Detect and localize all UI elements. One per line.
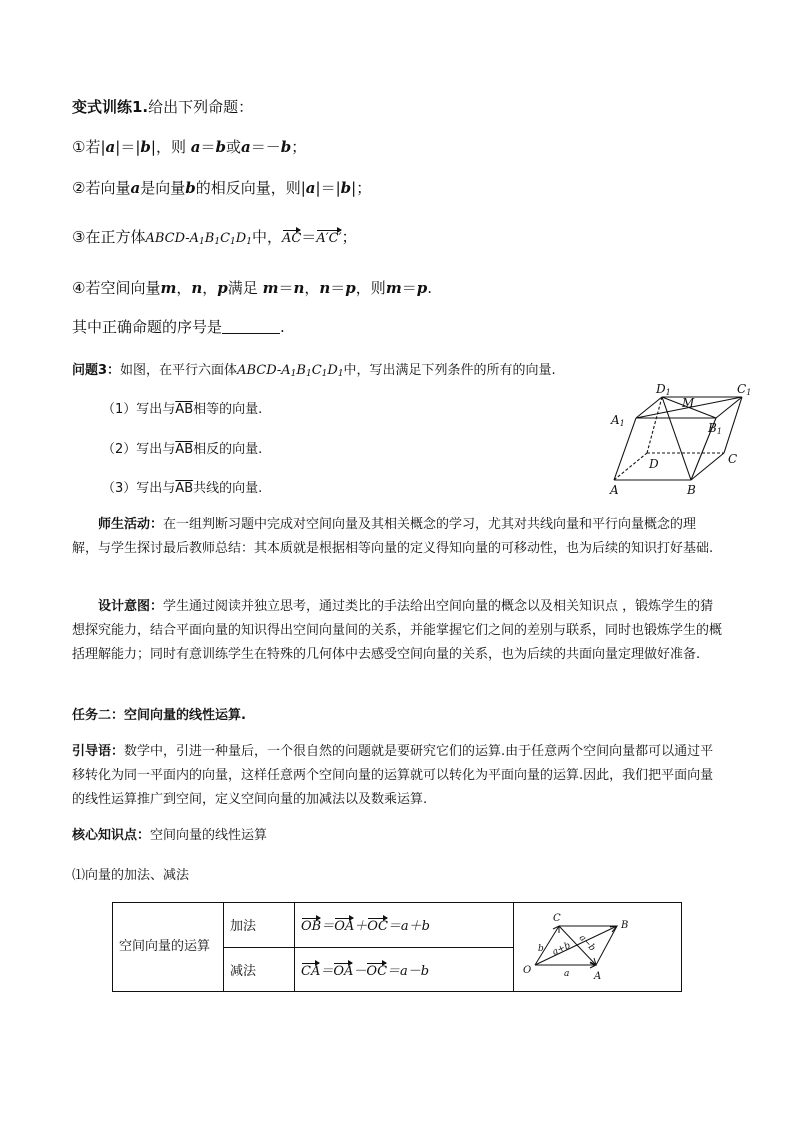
- proposition-2: ②若向量a是向量b的相反向量，则|a|＝|b|；: [72, 179, 372, 197]
- label-c1: C1: [737, 382, 752, 397]
- hidden-edge-d1-d: [647, 397, 662, 453]
- activity-paragraph: 师生活动：在一组判断习题中完成对空间向量及其相关概念的学习，尤其对共线向量和平行向量概念的理解，与学生探讨最后教师总结：其本质就是根据相等向量的定义得知向量的可移动性，也为后续的知识打好基础.: [72, 517, 714, 556]
- label-b1: B1: [708, 421, 722, 436]
- label-o: O: [523, 965, 532, 976]
- label-c: C: [728, 452, 738, 466]
- edge-a1-a: [614, 418, 636, 480]
- label-m: M: [682, 396, 695, 410]
- label-b: B: [621, 920, 629, 931]
- exercise-question: 其中正确命题的序号是 .: [72, 318, 285, 336]
- add-formula: OB＝OA＋OC＝a＋b: [295, 903, 514, 948]
- label-b: B: [687, 483, 696, 497]
- label-a-plus-b: a+b: [551, 940, 573, 958]
- design-paragraph: 设计意图：学生通过阅读并独立思考，通过类比的手法给出空间向量的概念以及相关知识点 ，锻炼学生的猜想探究能力，结合平面向量的知识得出空间向量间的关系，并能掌握它们之间的差别与联系，同时也锻炼学生的概括理解能力；同时有意训练学生在特殊的几何体中去感受空间向量的关系，也为后续的共面向量定理做好准备.: [72, 599, 723, 662]
- vector-a-prime-c-prime: A′C′: [316, 231, 342, 246]
- label-a-minus-b: a−b: [576, 933, 598, 954]
- proposition-1: ①若|a|＝|b|，则 a＝b或a＝－b；: [72, 138, 307, 156]
- parallelogram-cell: [514, 903, 682, 992]
- sub-formula: CA＝OA－OC＝a－b: [295, 947, 514, 992]
- edge-c1-c: [724, 397, 742, 453]
- proposition-3: ③在正方体ABCD-$A_1B_1C_1D_1$中，AC＝A′C′；: [72, 228, 357, 247]
- problem3-item-1: （1）写出与$\overline{AB}$相等的向量.: [102, 402, 263, 417]
- label-a1: A1: [611, 413, 625, 428]
- label-a: A: [594, 971, 602, 982]
- label-d: D: [649, 457, 659, 471]
- problem3-heading: 问题3：如图，在平行六面体ABCD-$A_1B_1C_1D_1$中，写出满足下列条件的所有的向量.: [72, 363, 556, 379]
- vector-operations-table: [112, 902, 682, 992]
- label-d1: D1: [656, 382, 671, 397]
- parallelepiped-figure: [604, 380, 764, 498]
- parallelogram-figure: [514, 903, 672, 987]
- exercise-heading: 变式训练1.给出下列命题：: [72, 98, 254, 116]
- label-a: A: [610, 483, 619, 497]
- row-header: 空间向量的运算: [113, 903, 224, 992]
- intro-paragraph: 引导语：数学中，引进一种量后，一个很自然的问题就是要研究它们的运算.由于任意两个空间向量都可以通过平移转化为同一平面内的向量，这样任意两个空间向量的运算就可以转化为平面向量的运算.因此，我们把平面向量的线性运算推广到空间，定义空间向量的加减法以及数乘运算.: [72, 744, 714, 807]
- sub-label: 减法: [224, 947, 295, 992]
- core-knowledge: 核心知识点：空间向量的线性运算: [72, 828, 268, 843]
- label-vec-a: a: [564, 969, 570, 979]
- task2-title: 任务二：空间向量的线性运算.: [72, 708, 246, 723]
- label-vec-b: b: [538, 944, 544, 954]
- label-c: C: [553, 913, 561, 924]
- problem3-item-3: （3）写出与$\overline{AB}$共线的向量.: [102, 481, 263, 496]
- vector-ac: AC: [281, 231, 302, 246]
- subsection-1: ⑴向量的加法、减法: [72, 868, 190, 883]
- proposition-4: ④若空间向量m，n，p满足 m＝n，n＝p，则m＝p.: [72, 279, 432, 297]
- edge-a1-d1: [636, 397, 662, 418]
- add-label: 加法: [224, 903, 295, 948]
- problem3-item-2: （2）写出与$\overline{AB}$相反的向量.: [102, 442, 263, 457]
- edge-ab: [596, 926, 617, 965]
- answer-blank[interactable]: [222, 321, 280, 334]
